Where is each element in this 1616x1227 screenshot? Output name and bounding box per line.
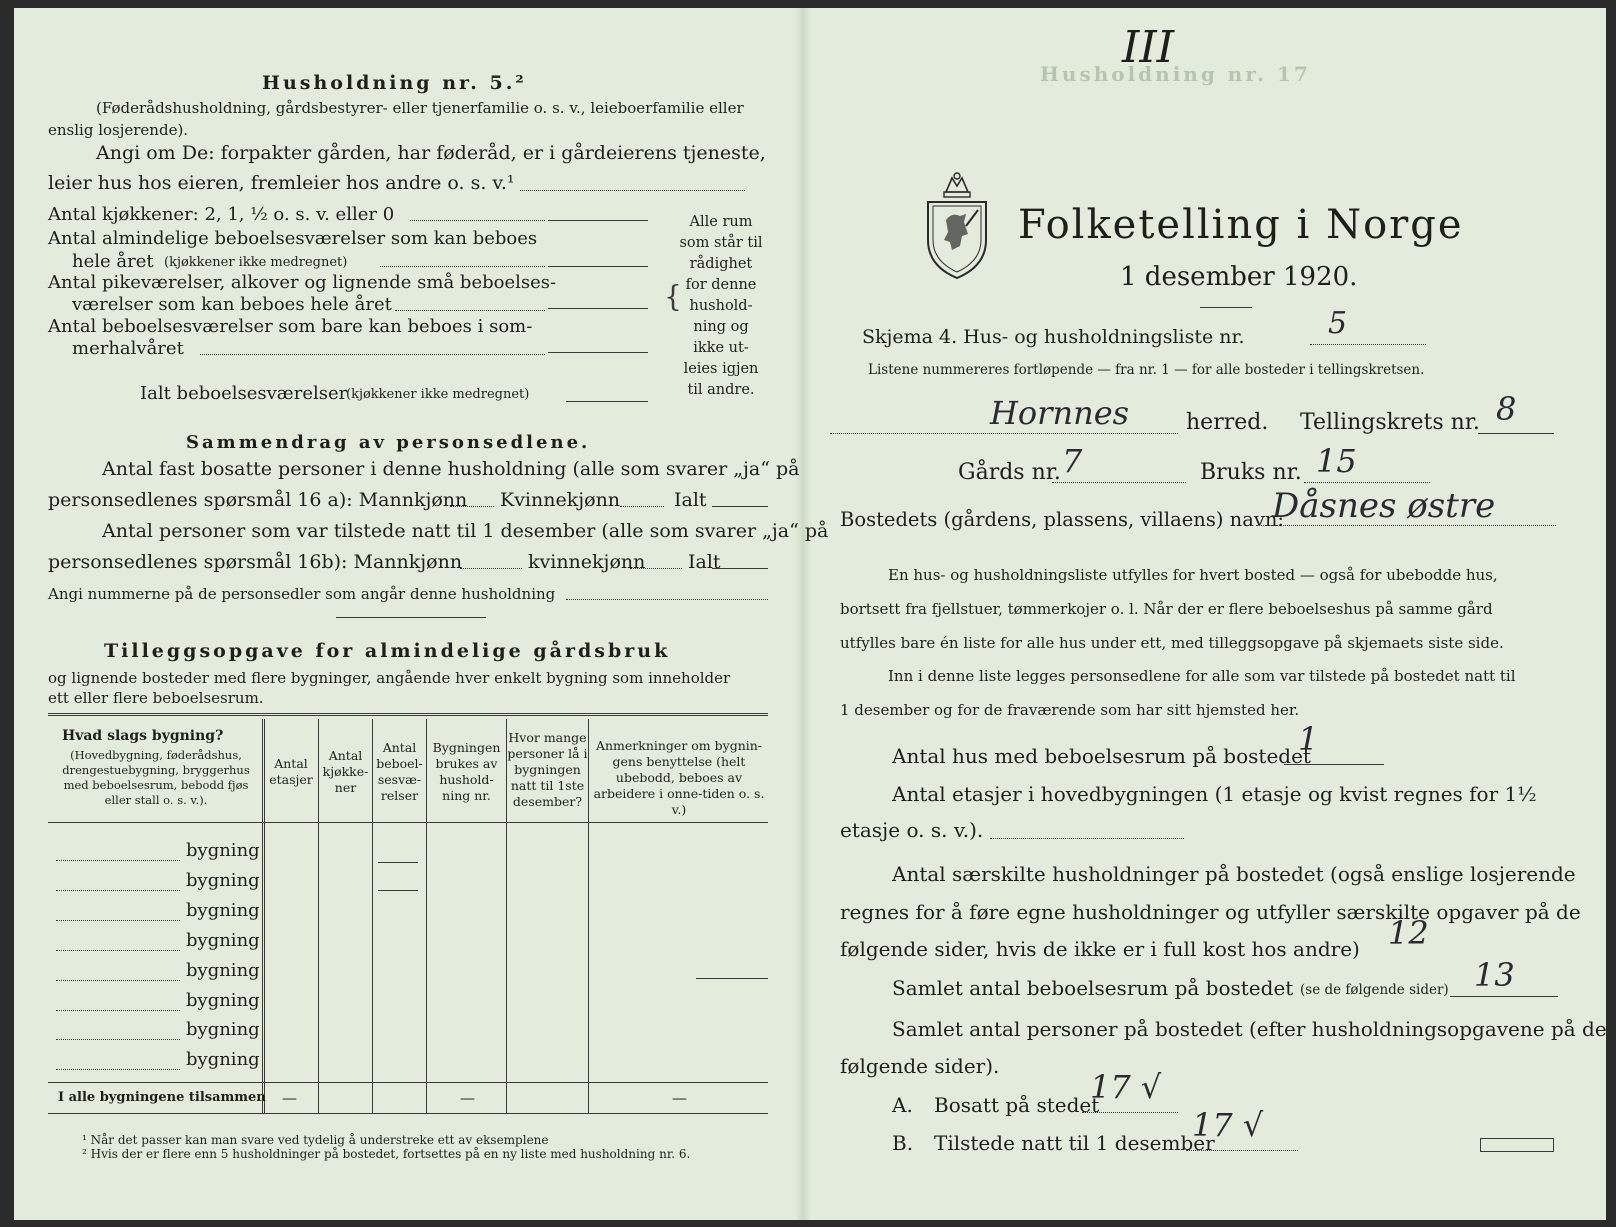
brace-note-line: for denne [685, 277, 757, 293]
angi-line-2: leier hus hos eieren, fremleier hos andre o. s. v.¹ [48, 172, 515, 194]
page-fold [795, 8, 811, 1220]
gards-label: Gårds nr. [958, 460, 1061, 485]
rom3-line-b: merhalvåret [72, 338, 184, 359]
gards-value: 7 [1062, 442, 1083, 480]
bosatt-line [1082, 1112, 1178, 1113]
ialt-rom-note: (kjøkkener ikke medregnet) [346, 387, 530, 402]
gards-line [1052, 482, 1186, 483]
para2-line-2: 1 desember og for de fraværende som har sitt hjemsted her. [840, 701, 1300, 719]
rom1-line-b: hele året [72, 251, 154, 272]
personsedler-line [566, 599, 768, 600]
mann-16a-line [450, 506, 494, 507]
total-row-label: I alle bygningene tilsammen [58, 1090, 266, 1105]
section-divider [336, 617, 486, 618]
skjema-label: Skjema 4. Hus- og husholdningsliste nr. [862, 326, 1245, 348]
table-total-top-rule [48, 1082, 768, 1083]
samlet-rom-note: (se de følgende sider) [1300, 982, 1449, 998]
tillegg-line-2: ett eller flere beboelsesrum. [48, 689, 264, 707]
sammendrag-title: Sammendrag av personsedlene. [186, 432, 591, 453]
building-row-label: bygning [186, 930, 260, 951]
sammendrag-line-3: Antal personer som var tilstede natt til 1 desember (alle som svarer „ja“ på [102, 520, 829, 542]
kvinne-16b-label: kvinnekjønn [528, 551, 646, 573]
brace-icon: { [664, 279, 682, 314]
brace-note-line: hushold- [689, 298, 753, 314]
bosted-line [1256, 525, 1556, 526]
ialt-rom-answer-line [566, 401, 648, 402]
printer-mark-icon [1480, 1138, 1554, 1152]
rom2-line-b: værelser som kan beboes hele året [72, 294, 392, 315]
bosatt-label: Bosatt på stedet [934, 1093, 1100, 1117]
rooms-line [378, 890, 418, 891]
tellingskrets-value: 8 [1496, 390, 1517, 428]
mann-16b-line [460, 568, 522, 569]
ialt-rom-label: Ialt beboelsesværelser [140, 383, 348, 404]
footnote-1: ¹ Når det passer kan man svare ved tydelig å understreke ett av eksemplene [82, 1133, 549, 1147]
tillegg-title: Tilleggsopgave for almindelige gårdsbruk [104, 640, 671, 662]
ialt-16b-label: Ialt [688, 551, 721, 573]
listene-note: Listene nummereres fortløpende — fra nr. 1 — for alle bosteder i tellingskretsen. [868, 362, 1425, 378]
title-divider [1200, 307, 1252, 308]
table-bottom-rule [48, 1113, 768, 1114]
kjokken-question: Antal kjøkkener: 2, 1, ½ o. s. v. eller 0 [48, 204, 395, 225]
building-row-line [56, 920, 180, 921]
building-row-line [56, 860, 180, 861]
husholdninger-value: 12 [1388, 914, 1429, 952]
rom1-dots [380, 266, 545, 267]
sammendrag-line-1: Antal fast bosatte personer i denne husholdning (alle som svarer „ja“ på [102, 458, 800, 480]
kjokken-answer-line [548, 220, 648, 221]
personsedler-numbers: Angi nummerne på de personsedler som angår denne husholdning [48, 585, 556, 603]
col2-header: Antal kjøkke-ner [322, 748, 369, 795]
brace-note-line: som står til [679, 235, 763, 251]
tellingskrets-label: Tellingskrets nr. [1300, 410, 1480, 435]
total-dash: — [460, 1089, 475, 1107]
para2-line-1: Inn i denne liste legges personsedlene for alle som var tilstede på bostedet natt til [888, 667, 1516, 685]
building-row-label: bygning [186, 960, 260, 981]
census-title: Folketelling i Norge [1018, 202, 1464, 248]
col3-header: Antal beboel-sesvæ-relser [376, 740, 423, 803]
samlet-rom-value: 13 [1474, 956, 1515, 994]
kvinne-16a-line [620, 506, 664, 507]
angi-answer-line [520, 190, 745, 191]
rom2-dots [395, 310, 545, 311]
para1-line-1: En hus- og husholdningsliste utfylles for hvert bosted — også for ubebodde hus, [888, 566, 1498, 584]
rom3-dots [200, 354, 545, 355]
brace-note-line: til andre. [687, 382, 755, 398]
bosted-label: Bostedets (gårdens, plassens, villaens) navn: [840, 508, 1284, 531]
total-dash: — [672, 1089, 687, 1107]
kvinne-16b-line [630, 568, 682, 569]
rom1-answer-line [548, 266, 648, 267]
ialt-16a-line [712, 506, 768, 507]
kjokken-dots [410, 220, 545, 221]
building-row-label: bygning [186, 1019, 260, 1040]
table-header-rule [48, 822, 768, 823]
rom3-line-a: Antal beboelsesværelser som bare kan beboes i som- [48, 316, 533, 337]
etasjer-line [990, 838, 1184, 839]
building-row-line [56, 1039, 180, 1040]
sammendrag-line-4: personsedlenes spørsmål 16b): Mannkjønn [48, 551, 463, 573]
rom1-note: (kjøkkener ikke medregnet) [164, 255, 348, 270]
building-row-line [56, 950, 180, 951]
footnote-2: ² Hvis der er flere enn 5 husholdninger på bostedet, fortsettes på en ny liste med husholdning nr. 6. [82, 1147, 691, 1161]
husholdninger-line-3: følgende sider, hvis de ikke er i full kost hos andre) [840, 937, 1360, 961]
ialt-16a-label: Ialt [674, 489, 707, 511]
building-row-label: bygning [186, 1049, 260, 1070]
building-row-line [56, 890, 180, 891]
hus-line [1284, 764, 1384, 765]
tilstede-letter: B. [892, 1131, 914, 1155]
hus-label: Antal hus med beboelsesrum på bostedet [892, 744, 1311, 768]
building-row-line [56, 1069, 180, 1070]
rom2-answer-line [548, 308, 648, 309]
bosatt-letter: A. [892, 1093, 913, 1117]
ialt-16b-line [712, 568, 768, 569]
household-subtitle-2: enslig losjerende). [48, 121, 189, 139]
tilstede-value: 17 √ [1192, 1106, 1264, 1144]
herred-value: Hornnes [990, 394, 1130, 432]
col0-note: (Hovedbygning, føderådshus, drengestuebygning, bryggerhus med beboelsesrum, bebodd fjøs eller stall o. s. v.). [62, 748, 250, 807]
col6-header: Anmerkninger om bygnin-gens benyttelse (helt ubebodd, beboes av arbeidere i onne-tiden o. s. v.) [593, 738, 765, 817]
hus-value: 1 [1298, 720, 1319, 758]
etasjer-line-2: etasje o. s. v.). [840, 818, 984, 842]
kvinne-16a-label: Kvinnekjønn [500, 489, 621, 511]
bosted-value: Dåsnes østre [1272, 486, 1496, 526]
bruks-line [1304, 482, 1430, 483]
building-row-label: bygning [186, 900, 260, 921]
samlet-rom-label: Samlet antal beboelsesrum på bostedet [892, 976, 1294, 1000]
bleed-through-title: Husholdning nr. 17 [1040, 62, 1311, 86]
brace-note-line: ning og [693, 319, 749, 335]
col0-title: Hvad slags bygning? [62, 728, 224, 744]
table-col-divider [588, 719, 589, 1113]
samlet-personer-line-2: følgende sider). [840, 1054, 1000, 1078]
building-row-line [56, 1010, 180, 1011]
list-number-line [1310, 344, 1426, 345]
col5-header: Hvor mange personer lå i bygningen natt til 1ste desember? [507, 730, 588, 809]
samlet-personer-line-1: Samlet antal personer på bostedet (efter husholdningsopgavene på de [892, 1017, 1607, 1041]
samlet-rom-line [1450, 996, 1558, 997]
remark-line [696, 978, 768, 979]
tellingskrets-line [1478, 433, 1554, 434]
sammendrag-line-2: personsedlenes spørsmål 16 a): Mannkjønn [48, 489, 468, 511]
para1-line-3: utfylles bare én liste for alle hus under ett, med tilleggsopgave på skjemaets siste side. [840, 634, 1504, 652]
col4-header: Bygningen brukes av hushold-ning nr. [432, 740, 501, 803]
brace-note-line: leies igjen [683, 361, 759, 377]
husholdninger-line-2: regnes for å føre egne husholdninger og utfyller særskilte opgaver på de [840, 900, 1581, 924]
brace-note-line: ikke ut- [693, 340, 749, 356]
norway-coat-of-arms-icon [922, 170, 992, 280]
herred-line [830, 433, 1178, 434]
rooms-line [378, 862, 418, 863]
list-number-value: 5 [1328, 306, 1348, 341]
household-title: Husholdning nr. 5.² [262, 72, 527, 94]
rom3-answer-line [548, 352, 648, 353]
etasjer-line-1: Antal etasjer i hovedbygningen (1 etasje og kvist regnes for 1½ [892, 782, 1537, 806]
brace-note [676, 212, 766, 401]
herred-label: herred. [1186, 410, 1269, 435]
para1-line-2: bortsett fra fjellstuer, tømmerkojer o. l. Når der er flere beboelseshus på samme gård [840, 600, 1493, 618]
census-date: 1 desember 1920. [1120, 262, 1358, 292]
building-row-label: bygning [186, 870, 260, 891]
tilstede-label: Tilstede natt til 1 desember [934, 1131, 1215, 1155]
husholdninger-line-1: Antal særskilte husholdninger på bostedet (også enslige losjerende [892, 862, 1576, 886]
tillegg-line-1: og lignende bosteder med flere bygninger, angående hver enkelt bygning som inneholder [48, 669, 731, 687]
rom1-line-a: Antal almindelige beboelsesværelser som kan beboes [48, 228, 538, 249]
rom2-line-a: Antal pikeværelser, alkover og lignende små beboelses- [48, 272, 557, 293]
total-dash: — [282, 1089, 297, 1107]
building-row-label: bygning [186, 840, 260, 861]
building-row-line [56, 980, 180, 981]
bruks-label: Bruks nr. [1200, 460, 1302, 485]
col1-header: Antal etasjer [269, 756, 313, 787]
bosatt-value: 17 √ [1090, 1068, 1162, 1106]
table-top-rule [48, 713, 768, 716]
bruks-value: 15 [1316, 442, 1357, 480]
brace-note-line: Alle rum [689, 214, 753, 230]
stamp-numeral: III [1122, 22, 1175, 73]
building-row-label: bygning [186, 990, 260, 1011]
brace-note-line: rådighet [689, 256, 753, 272]
angi-line-1: Angi om De: forpakter gården, har føderåd, er i gårdeierens tjeneste, [96, 142, 766, 164]
tilstede-line [1186, 1150, 1298, 1151]
household-subtitle: (Føderådshusholdning, gårdsbestyrer- eller tjenerfamilie o. s. v., leieboerfamilie eller [96, 99, 744, 117]
